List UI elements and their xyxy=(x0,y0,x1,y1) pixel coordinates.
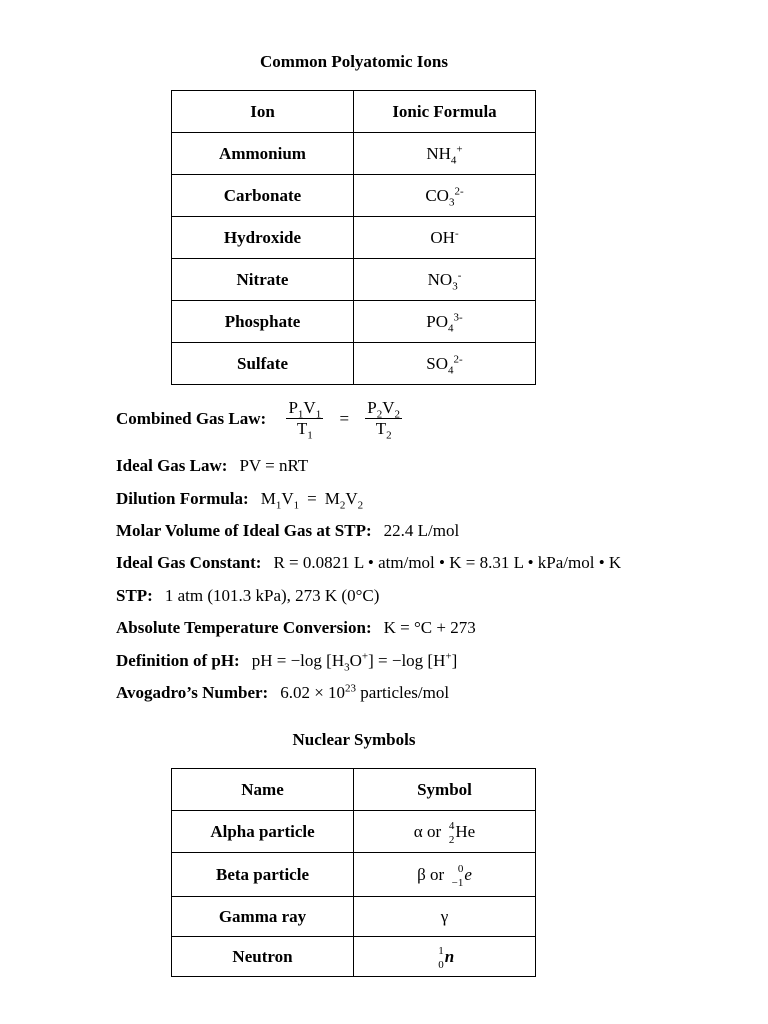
table-row xyxy=(172,259,536,301)
particle-name: Alpha particle xyxy=(172,811,354,853)
table-row xyxy=(172,897,536,937)
ideal-gas-constant xyxy=(116,553,621,573)
header-name: Name xyxy=(172,769,354,811)
polyatomic-ions-table xyxy=(171,90,536,385)
combined-gas-law: Combined Gas Law: $\frac{P_1V_1}{T_1}$ = $\frac{P_2V_2}{T_2}$ xyxy=(116,398,401,442)
ion-name: Sulfate xyxy=(172,343,354,385)
avogadros-number xyxy=(116,683,449,703)
absolute-temperature xyxy=(116,618,476,638)
dilution-formula xyxy=(116,489,364,512)
table-header-row xyxy=(172,769,536,811)
ion-formula: $PO_4^{3-}$ xyxy=(354,301,536,343)
formula-label: Ideal Gas Law: xyxy=(116,456,228,475)
formula-label: Ideal Gas Constant: xyxy=(116,553,262,572)
ion-formula: OH- xyxy=(354,217,536,259)
molar-volume xyxy=(116,521,459,541)
ion-formula: $CO_3^{2-}$ xyxy=(354,175,536,217)
formula-label: Dilution Formula: xyxy=(116,489,249,508)
table-row xyxy=(172,853,536,897)
ion-name: Ammonium xyxy=(172,133,354,175)
formula-value: pH = −log $[H_3O^+] = -\log$ [H+] xyxy=(251,650,458,674)
header-ionic-formula: Ionic Formula xyxy=(354,91,536,133)
table-header-row xyxy=(172,91,536,133)
particle-symbol: α or 4 2 He xyxy=(354,811,536,853)
formula-value: $6.02 \times 10^{23}$ particles/mol xyxy=(280,682,450,702)
fraction-left: $\frac{P_1V_1}{T_1}$ xyxy=(288,398,322,442)
table-row xyxy=(172,811,536,853)
formula-label: Definition of pH: xyxy=(116,651,240,670)
ion-formula: $SO_4^{2-}$ xyxy=(354,343,536,385)
ion-name: Carbonate xyxy=(172,175,354,217)
formula-label: Absolute Temperature Conversion: xyxy=(116,618,372,637)
ion-name: Nitrate xyxy=(172,259,354,301)
ion-name: Hydroxide xyxy=(172,217,354,259)
formula-label: Molar Volume of Ideal Gas at STP: xyxy=(116,521,372,540)
formula-value: $M_1V_1 = M_2V_2$ xyxy=(260,489,364,512)
formula-value: R = 0.0821 L • atm/mol • K = 8.31 L • kPa/mol • K xyxy=(273,553,622,572)
formula-label: Combined Gas Law: xyxy=(116,408,267,428)
stp xyxy=(116,586,379,606)
particle-name: Gamma ray xyxy=(172,897,354,937)
table-row xyxy=(172,343,536,385)
ideal-gas-law xyxy=(116,456,308,476)
table-row xyxy=(172,937,536,977)
particle-symbol: γ xyxy=(354,897,536,937)
table-row xyxy=(172,217,536,259)
ion-formula: $NH_4^+$ xyxy=(354,133,536,175)
ion-formula: $NO_3^-$ xyxy=(354,259,536,301)
particle-name: Beta particle xyxy=(172,853,354,897)
formula-value: 22.4 L/mol xyxy=(383,521,460,540)
table-row xyxy=(172,133,536,175)
header-ion: Ion xyxy=(172,91,354,133)
polyatomic-ions-title: Common Polyatomic Ions xyxy=(260,52,448,71)
formula-label: STP: xyxy=(116,586,153,605)
particle-name: Neutron xyxy=(172,937,354,977)
fraction-right: $\frac{P_2V_2}{T_2}$ xyxy=(367,398,401,442)
nuclear-symbols-table xyxy=(171,768,536,977)
definition-of-ph xyxy=(116,650,458,674)
table-row xyxy=(172,175,536,217)
nuclear-symbols-title: Nuclear Symbols xyxy=(292,730,416,749)
ion-name: Phosphate xyxy=(172,301,354,343)
formula-value: PV = nRT xyxy=(239,456,309,475)
particle-symbol: 1 0 n xyxy=(354,937,536,977)
formula-value: 1 atm (101.3 kPa), 273 K (0°C) xyxy=(164,586,380,605)
formula-value: K = °C + 273 xyxy=(383,618,476,637)
particle-symbol: β or 0 −1 e xyxy=(354,853,536,897)
formula-label: Avogadro’s Number: xyxy=(116,683,269,702)
table-row xyxy=(172,301,536,343)
header-symbol: Symbol xyxy=(354,769,536,811)
